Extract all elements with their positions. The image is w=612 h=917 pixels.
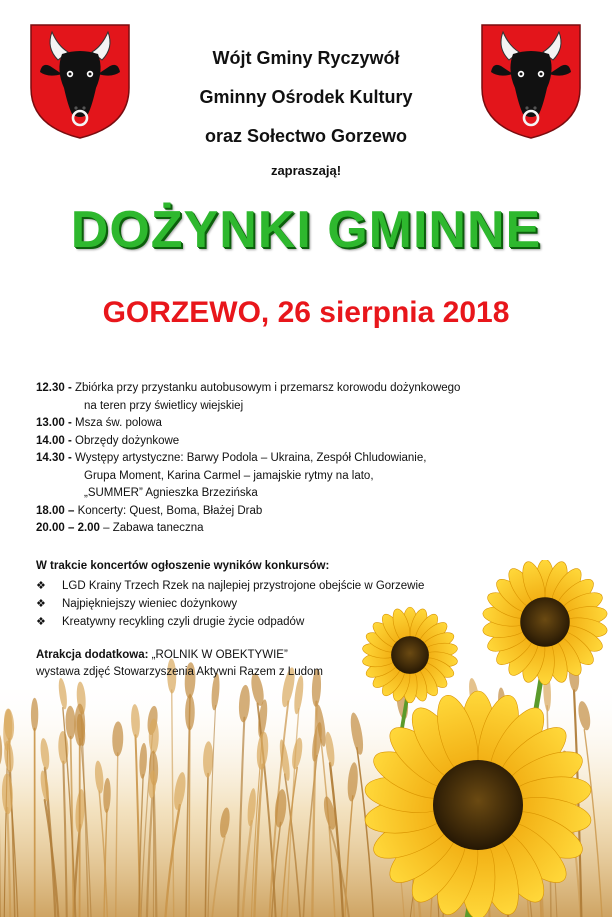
contests-heading: W trakcie koncertów ogłoszenie wyników konkursów: [36,560,330,572]
coat-of-arms-left [28,22,132,140]
schedule-time: 14.00 [36,434,65,447]
bull-head-crest-icon [479,22,583,140]
organizer-line-2: Gminny Ośrodek Kultury [199,87,413,107]
program-schedule [36,380,556,538]
coat-of-arms-right [479,22,583,140]
schedule-item-continuation [36,485,556,503]
schedule-time: 20.00 – 2.00 [36,522,100,534]
bull-head-crest-icon [28,22,132,140]
schedule-description: Zbiórka przy przystanku autobusowym i przemarsz korowodu dożynkowego [75,382,461,394]
contests-list [36,577,516,631]
schedule-description: „SUMMER” Agnieszka Brzezińska [84,487,258,499]
schedule-time: 14.30 [36,452,65,464]
schedule-description: Obrzędy dożynkowe [75,434,180,447]
schedule-separator: - [64,417,76,429]
schedule-separator: - [64,452,76,464]
schedule-item [36,415,556,433]
schedule-item [36,380,556,398]
organizer-line-3: oraz Sołectwo Gorzewo [204,126,408,146]
contest-item [36,595,516,613]
schedule-time: 12.30 [36,382,65,394]
diamond-bullet-icon: ❖ [36,598,46,610]
schedule-item-continuation [36,398,556,416]
contest-label: LGD Krainy Trzech Rzek na najlepiej przystrojone obejście w Gorzewie [62,580,425,592]
schedule-item [36,433,556,451]
diamond-bullet-icon: ❖ [36,580,46,592]
diamond-bullet-icon: ❖ [36,616,46,628]
schedule-description: Koncerty: Quest, Boma, Błażej Drab [77,504,263,517]
organizer-line-1: Wójt Gminy Ryczywół [212,48,400,68]
schedule-item [36,450,556,468]
schedule-item-continuation [36,468,556,486]
extra-attraction [36,647,323,681]
event-title: DOŻYNKI GMINNE [70,201,542,259]
contest-label: Najpiękniejszy wieniec dożynkowy [62,598,238,610]
schedule-separator: - [64,434,76,447]
schedule-time: 18.00 – [36,504,75,517]
invitation-text: zapraszają! [270,163,342,178]
schedule-time: 13.00 [36,417,65,429]
schedule-description: – Zabawa taneczna [103,522,204,534]
schedule-item [36,503,556,521]
schedule-description: Msza św. polowa [75,417,162,429]
schedule-description: Grupa Moment, Karina Carmel – jamajskie rytmy na lato, [84,469,374,482]
schedule-item [36,520,556,538]
contest-item [36,577,516,595]
schedule-separator: - [64,382,76,394]
contest-label: Kreatywny recykling czyli drugie życie odpadów [62,616,305,628]
attraction-description: wystawa zdjęć Stowarzyszenia Aktywni Razem z Ludom [36,666,323,678]
attraction-label: Atrakcja dodatkowa: [36,649,149,661]
attraction-name: „ROLNIK W OBEKTYWIE” [148,649,288,661]
schedule-description: Występy artystyczne: Barwy Podola – Ukraina, Zespół Chludowianie, [75,452,427,464]
event-place-date: GORZEWO, 26 sierpnia 2018 [102,296,510,329]
contest-item [36,613,516,631]
schedule-description: na teren przy świetlicy wiejskiej [84,399,244,412]
